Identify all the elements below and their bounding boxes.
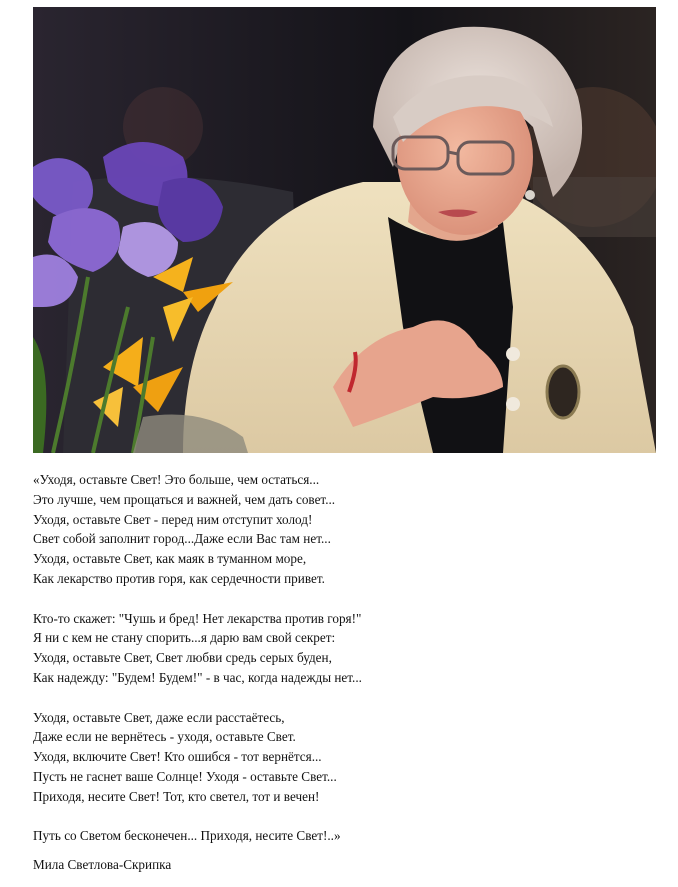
poem-line: Уходя, включите Свет! Кто ошибся - тот вернётся...: [33, 749, 322, 765]
poem-line: Это лучше, чем прощаться и важней, чем дать совет...: [33, 491, 336, 507]
portrait-illustration: [33, 7, 656, 453]
poem-line: Приходя, несите Свет! Тот, кто светел, тот и вечен!: [33, 788, 320, 804]
poem-line: «Уходя, оставьте Свет! Это больше, чем остаться...: [33, 472, 320, 487]
poem-line: Я ни с кем не стану спорить...я дарю вам свой секрет:: [33, 630, 336, 646]
stanza-3: [33, 708, 653, 807]
poem-line: Уходя, оставьте Свет - перед ним отступит холод!: [33, 511, 313, 527]
stanza-1: [33, 470, 653, 589]
poem-line: Уходя, оставьте Свет, даже если расстаётесь,: [33, 709, 285, 725]
stanza-4: [33, 826, 653, 846]
poem-line: Свет собой заполнит город...Даже если Вас там нет...: [33, 531, 331, 547]
poem: [33, 470, 653, 866]
poem-line: Пусть не гаснет ваше Солнце! Уходя - оставьте Свет...: [33, 768, 337, 784]
poem-line: Даже если не вернётесь - уходя, оставьте Свет.: [33, 729, 296, 745]
poem-line: Кто-то скажет: "Чушь и бред! Нет лекарства против горя!": [33, 610, 362, 626]
poem-line: Как надежду: "Будем! Будем!" - в час, когда надежды нет...: [33, 669, 362, 685]
poem-line: Как лекарство против горя, как сердечности привет.: [33, 570, 325, 586]
author-signature: Мила Светлова-Скрипка: [33, 857, 172, 872]
poem-line: Уходя, оставьте Свет, как маяк в туманном море,: [33, 551, 307, 567]
stanza-2: [33, 609, 653, 688]
poem-line: Уходя, оставьте Свет, Свет любви средь серых буден,: [33, 650, 332, 666]
poem-line: Путь со Светом бесконечен... Приходя, несите Свет!..»: [33, 828, 341, 844]
portrait-photo: [33, 7, 656, 453]
